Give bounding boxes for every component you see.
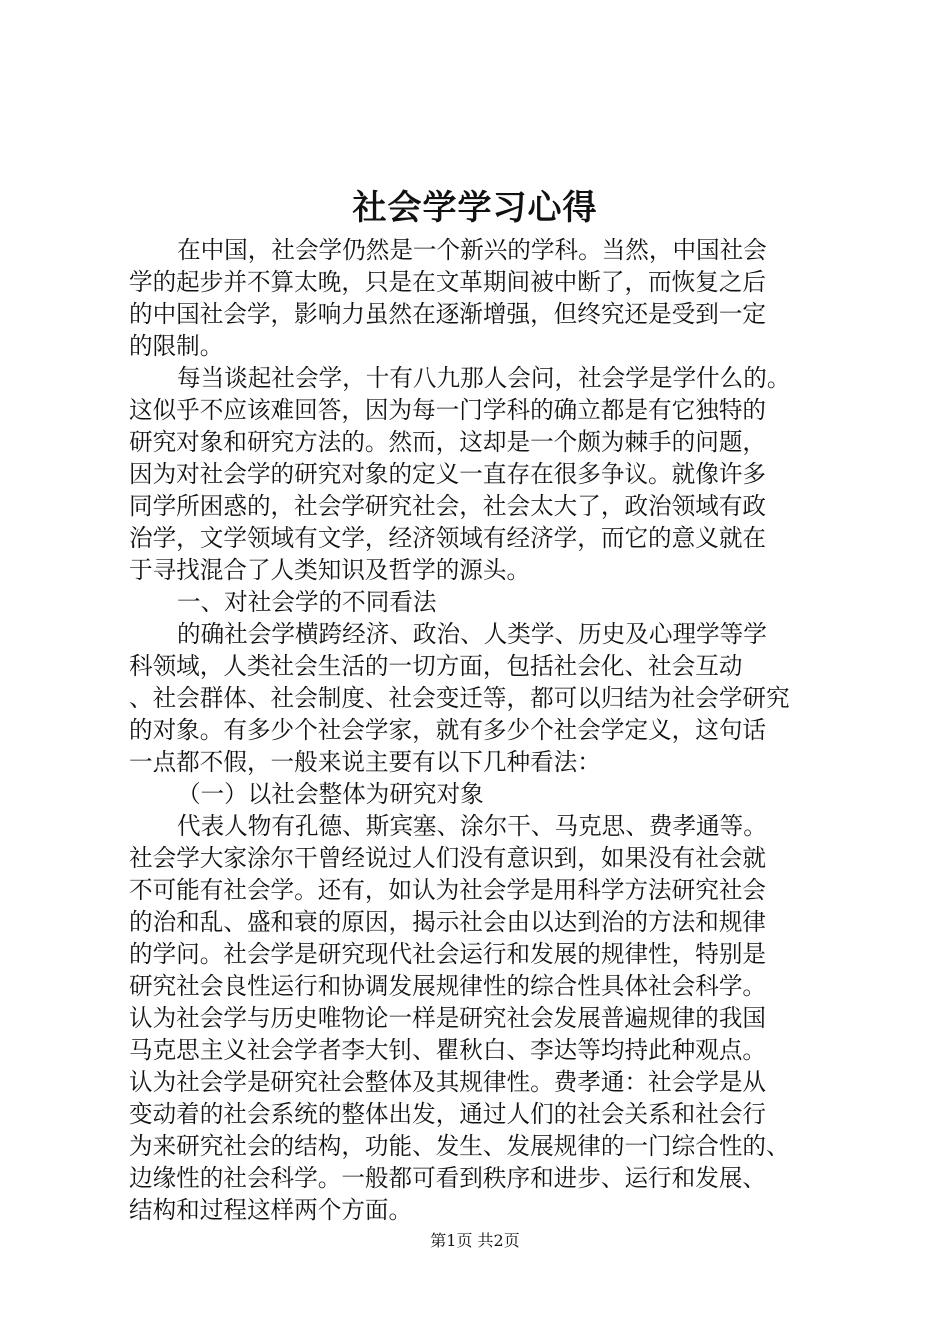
text-line: 不可能有社会学。还有，如认为社会学是用科学方法研究社会 bbox=[129, 876, 767, 904]
text-line: 的限制。 bbox=[129, 332, 224, 360]
text-line: 马克思主义社会学者李大钊、瞿秋白、李达等均持此种观点。 bbox=[129, 1036, 767, 1064]
text-line: 研究社会良性运行和协调发展规律性的综合性具体社会科学。 bbox=[129, 972, 767, 1000]
text-line: 的确社会学横跨经济、政治、人类学、历史及心理学等学 bbox=[177, 620, 767, 648]
text-line: 因为对社会学的研究对象的定义一直存在很多争议。就像许多 bbox=[129, 460, 767, 488]
text-line: 边缘性的社会科学。一般都可看到秩序和进步、运行和发展、 bbox=[129, 1164, 767, 1192]
text-line: 认为社会学与历史唯物论一样是研究社会发展普遍规律的我国 bbox=[129, 1004, 767, 1032]
text-line: 变动着的社会系统的整体出发，通过人们的社会关系和社会行 bbox=[129, 1100, 767, 1128]
text-line: 结构和过程这样两个方面。 bbox=[129, 1196, 413, 1224]
text-line: 一点都不假，一般来说主要有以下几种看法： bbox=[129, 748, 601, 776]
text-line: 同学所困惑的，社会学研究社会，社会太大了，政治领域有政 bbox=[129, 492, 767, 520]
text-line: 这似乎不应该难回答，因为每一门学科的确立都是有它独特的 bbox=[129, 396, 767, 424]
document-body bbox=[129, 234, 835, 1226]
section-heading: 一、对社会学的不同看法 bbox=[177, 588, 437, 616]
text-line: 的对象。有多少个社会学家，就有多少个社会学定义，这句话 bbox=[129, 716, 767, 744]
text-line: 治学，文学领域有文学，经济领域有经济学，而它的意义就在 bbox=[129, 524, 767, 552]
text-line: 学的起步并不算太晚，只是在文革期间被中断了，而恢复之后 bbox=[129, 268, 767, 296]
text-line: 的学问。社会学是研究现代社会运行和发展的规律性，特别是 bbox=[129, 940, 767, 968]
text-line: 科领域，人类社会生活的一切方面，包括社会化、社会互动 bbox=[129, 652, 743, 680]
text-line: 的治和乱、盛和衰的原因，揭示社会由以达到治的方法和规律 bbox=[129, 908, 767, 936]
text-line: 代表人物有孔德、斯宾塞、涂尔干、马克思、费孝通等。 bbox=[177, 812, 767, 840]
page-number-footer: 第1页 共2页 bbox=[430, 1231, 520, 1250]
text-line: 、社会群体、社会制度、社会变迁等，都可以归结为社会学研究 bbox=[129, 684, 790, 712]
document-title: 社会学学习心得 bbox=[352, 188, 598, 228]
text-line: 为来研究社会的结构，功能、发生、发展规律的一门综合性的、 bbox=[129, 1132, 790, 1160]
subsection-heading: （一）以社会整体为研究对象 bbox=[177, 780, 484, 808]
text-line: 认为社会学是研究社会整体及其规律性。费孝通：社会学是从 bbox=[129, 1068, 767, 1096]
text-line: 在中国，社会学仍然是一个新兴的学科。当然，中国社会 bbox=[177, 236, 767, 264]
text-line: 每当谈起社会学，十有八九那人会问，社会学是学什么的。 bbox=[177, 364, 791, 392]
text-line: 的中国社会学，影响力虽然在逐渐增强，但终究还是受到一定 bbox=[129, 300, 767, 328]
text-line: 社会学大家涂尔干曾经说过人们没有意识到，如果没有社会就 bbox=[129, 844, 767, 872]
text-line: 研究对象和研究方法的。然而，这却是一个颇为棘手的问题， bbox=[129, 428, 767, 456]
text-line: 于寻找混合了人类知识及哲学的源头。 bbox=[129, 556, 531, 584]
